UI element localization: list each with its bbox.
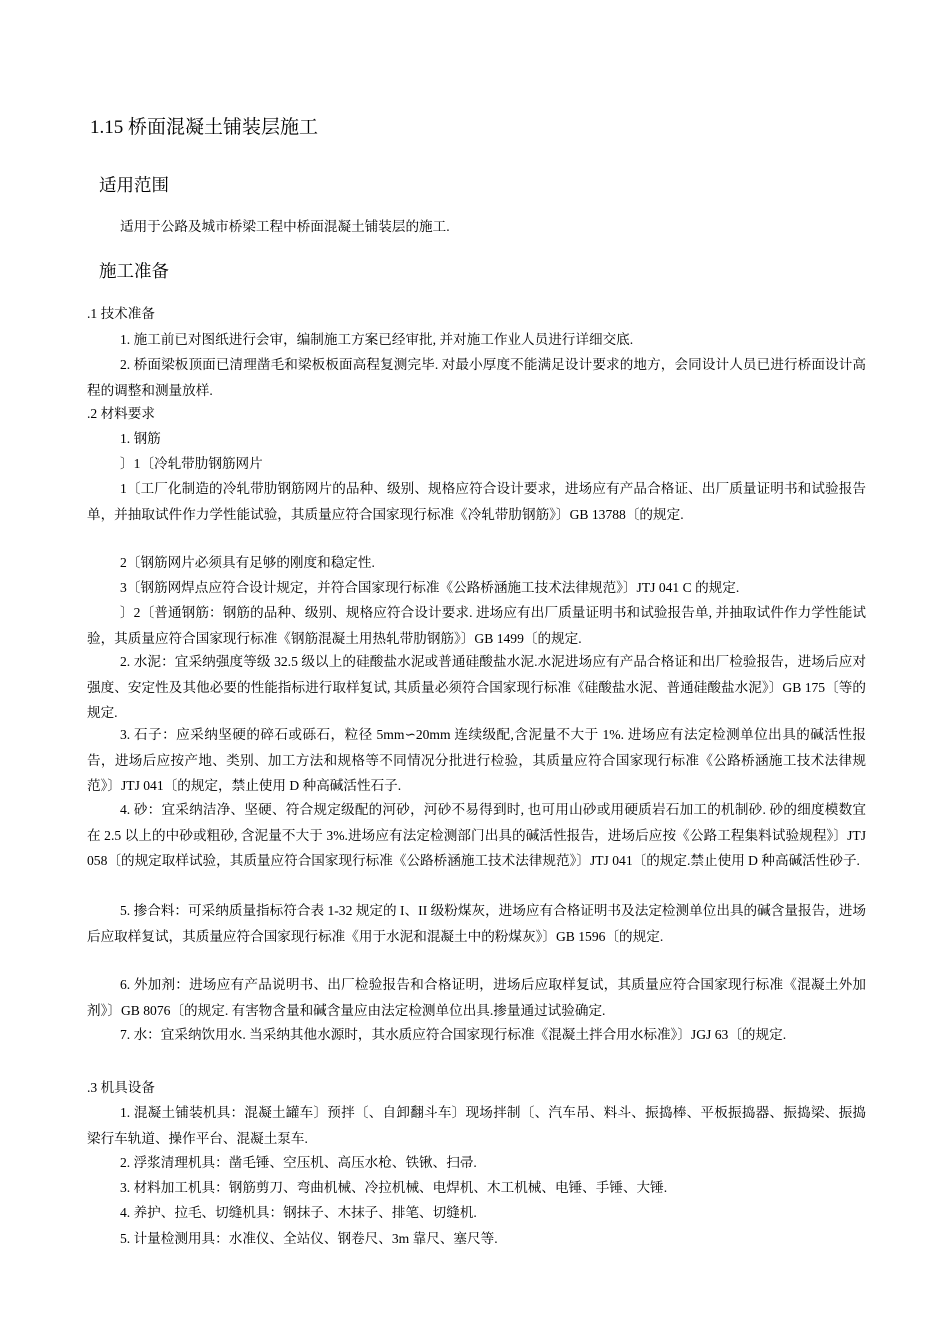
rebar-title: 1. 钢筋	[120, 431, 161, 446]
material-item-stone: 3. 石子：应采纳坚硬的碎石或砾石，粒径 5mm∽20mm 连续级配,含泥量不大于 1%. 进场应有法定检测单位出具的碱活性报告，进场后应按产地、类别、加工方法和规格等不同情况分批进行检验，其质量应符合国家现行标准《公路桥涵施工技术法律规范》〕JTJ 041〔的规定，禁止使用 D 种高碱活性石子.	[87, 727, 866, 793]
tech-item-1: 1. 施工前已对图纸进行会审，编制施工方案已经审批, 并对施工作业人员进行详细交底.	[120, 332, 634, 347]
subsection-equipment-label: .3 机具设备	[87, 1080, 155, 1095]
equipment-item-3: 3. 材料加工机具：钢筋剪刀、弯曲机械、冷拉机械、电焊机、木工机械、电锤、手锤、大锤.	[120, 1180, 668, 1195]
subsection-tech-label: .1 技术准备	[87, 306, 155, 321]
equipment-item-5: 5. 计量检测用具：水准仪、全站仪、钢卷尺、3m 靠尺、塞尺等.	[120, 1231, 498, 1246]
material-item-water: 7. 水：宜采纳饮用水. 当采纳其他水源时，其水质应符合国家现行标准《混凝土拌合用水标准》〕JGJ 63〔的规定.	[120, 1027, 787, 1042]
page-title: 1.15 桥面混凝土铺装层施工	[90, 117, 319, 138]
subsection-material-label: .2 材料要求	[87, 406, 155, 421]
scope-text: 适用于公路及城市桥梁工程中桥面混凝土铺装层的施工.	[120, 219, 450, 234]
tech-item-2: 2. 桥面梁板顶面已清理凿毛和梁板板面高程复测完毕. 对最小厚度不能满足设计要求的地方，会同设计人员已进行桥面设计高程的调整和测量放样.	[87, 357, 866, 398]
cold-rolled-item-2: 2〔钢筋网片必须具有足够的刚度和稳定性.	[120, 555, 375, 570]
section-heading-scope: 适用范围	[99, 175, 169, 195]
cold-rolled-item-3: 3〔钢筋网焊点应符合设计规定，并符合国家现行标准《公路桥涵施工技术法律规范》〕JTJ 041 C 的规定.	[120, 580, 740, 595]
material-item-sand: 4. 砂：宜采纳洁净、坚硬、符合规定级配的河砂，河砂不易得到时, 也可用山砂或用硬质岩石加工的机制砂. 砂的细度模数宜在 2.5 以上的中砂或粗砂, 含泥量不大于 3%.进场应有法定检测部门出具的碱活性报告，进场后应按《公路工程集料试验规程》〕JTJ 058〔的规定取样试验，其质量应符合国家现行标准《公路桥涵施工技术法律规范》〕JTJ 041〔的规定.禁止使用 D 种高碱活性砂子.	[87, 802, 866, 868]
material-item-admixture: 5. 掺合料：可采纳质量指标符合表 1-32 规定的 I、II 级粉煤灰，进场应有合格证明书及法定检测单位出具的碱含量报告，进场后应取样复试，其质量应符合国家现行标准《用于水泥和混凝土中的粉煤灰》〕GB 1596〔的规定.	[87, 903, 866, 944]
equipment-item-1: 1. 混凝土铺装机具：混凝土罐车〕预拌〔、自卸翻斗车〕现场拌制〔、汽车吊、料斗、振捣棒、平板振捣器、振捣梁、振捣梁行车轨道、操作平台、混凝土泵车.	[87, 1105, 866, 1146]
ordinary-rebar: 〕2〔普通钢筋：钢筋的品种、级别、规格应符合设计要求. 进场应有出厂质量证明书和试验报告单, 并抽取试件作力学性能试验，其质量应符合国家现行标准《钢筋混凝土用热轧带肋钢筋》〕GB 1499〔的规定.	[87, 605, 866, 646]
material-item-cement: 2. 水泥：宜采纳强度等级 32.5 级以上的硅酸盐水泥或普通硅酸盐水泥.水泥进场应有产品合格证和出厂检验报告，进场后应对强度、安定性及其他必要的性能指标进行取样复试, 其质量必须符合国家现行标准《硅酸盐水泥、普通硅酸盐水泥》〕GB 175〔等的规定.	[87, 654, 866, 720]
material-item-additive: 6. 外加剂：进场应有产品说明书、出厂检验报告和合格证明，进场后应取样复试，其质量应符合国家现行标准《混凝土外加剂》〕GB 8076〔的规定. 有害物含量和碱含量应由法定检测单位出具.掺量通过试验确定.	[87, 977, 866, 1018]
cold-rolled-item-1: 1〔工厂化制造的冷轧带肋钢筋网片的品种、级别、规格应符合设计要求，进场应有产品合格证、出厂质量证明书和试验报告单，并抽取试件作力学性能试验，其质量应符合国家现行标准《冷轧带肋钢筋》〕GB 13788〔的规定.	[87, 481, 866, 522]
cold-rolled-title: 〕1〔冷轧带肋钢筋网片	[120, 456, 263, 471]
equipment-item-4: 4. 养护、拉毛、切缝机具：钢抹子、木抹子、排笔、切缝机.	[120, 1205, 477, 1220]
section-heading-prep: 施工准备	[99, 261, 169, 281]
equipment-item-2: 2. 浮浆清理机具：凿毛锤、空压机、高压水枪、铁锹、扫帚.	[120, 1155, 477, 1170]
